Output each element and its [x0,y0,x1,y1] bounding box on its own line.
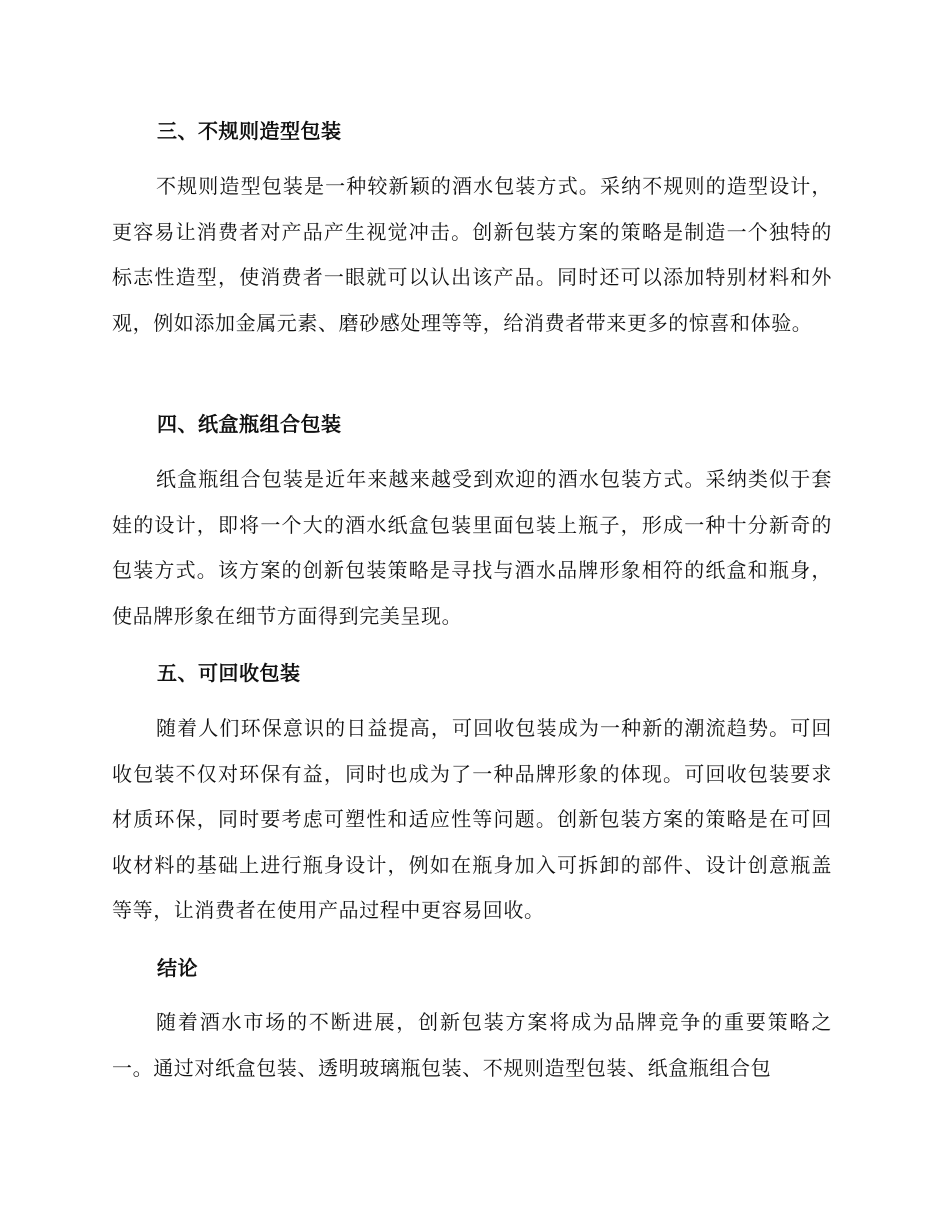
section-paragraph-recyclable: 随着人们环保意识的日益提高，可回收包装成为一种新的潮流趋势。可回收包装不仅对环保有益，同时也成为了一种品牌形象的体现。可回收包装要求材质环保，同时要考虑可塑性和适应性等问题。创新包装方案的策略是在可回收材料的基础上进行瓶身设计，例如在瓶身加入可拆卸的部件、设计创意瓶盖等等，让消费者在使用产品过程中更容易回收。 [112,716,832,922]
section-paragraph-box-bottle-combo: 纸盒瓶组合包装是近年来越来越受到欢迎的酒水包装方式。采纳类似于套娃的设计，即将一个大的酒水纸盒包装里面包装上瓶子，形成一种十分新奇的包装方式。该方案的创新包装策略是寻找与酒水品牌形象相符的纸盒和瓶身，使品牌形象在细节方面得到完美呈现。 [112,467,832,628]
section-heading-conclusion: 结论 [157,956,198,980]
section-paragraph-conclusion: 随着酒水市场的不断进展，创新包装方案将成为品牌竞争的重要策略之一。通过对纸盒包装、透明玻璃瓶包装、不规则造型包装、纸盒瓶组合包 [112,1010,832,1080]
section-heading-box-bottle-combo: 四、纸盒瓶组合包装 [157,412,342,436]
section-paragraph-irregular-shape: 不规则造型包装是一种较新颖的酒水包装方式。采纳不规则的造型设计，更容易让消费者对产品产生视觉冲击。创新包装方案的策略是制造一个独特的标志性造型，使消费者一眼就可以认出该产品。同时还可以添加特别材料和外观，例如添加金属元素、磨砂感处理等等，给消费者带来更多的惊喜和体验。 [112,174,832,335]
section-heading-irregular-shape: 三、不规则造型包装 [157,119,342,143]
section-heading-recyclable: 五、可回收包装 [157,661,301,685]
